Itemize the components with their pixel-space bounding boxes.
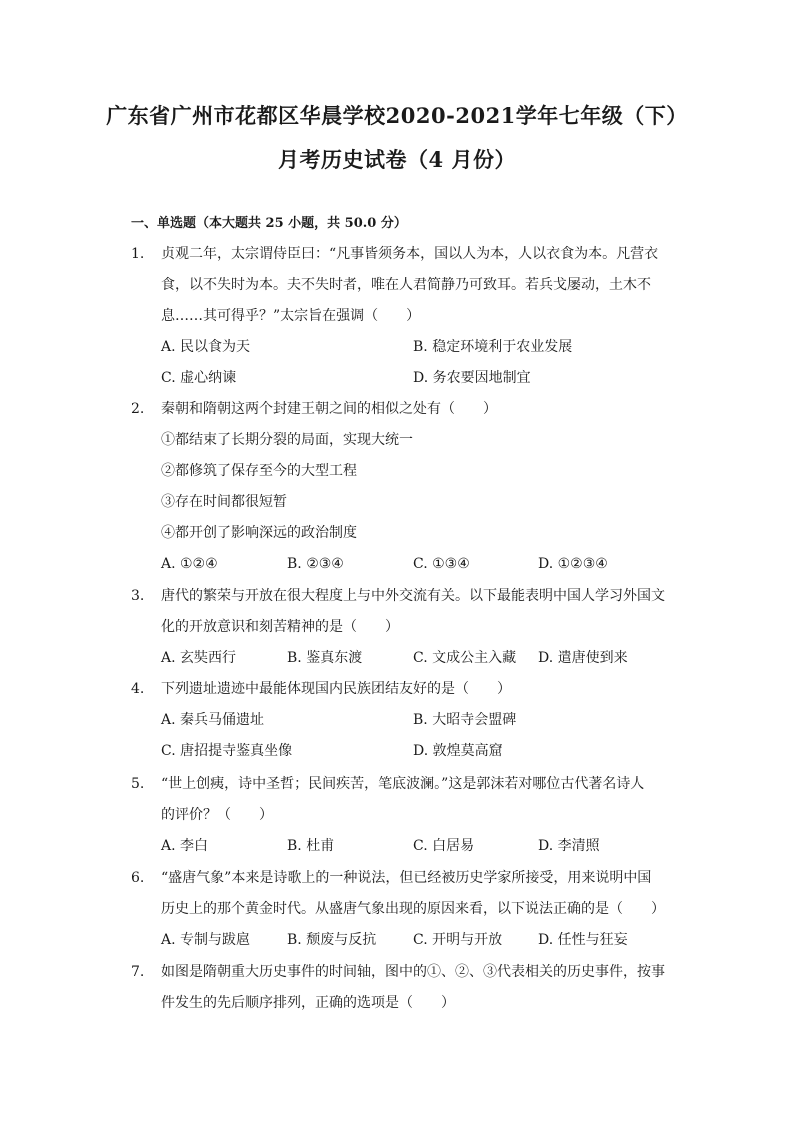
option-b: B. ②③④ xyxy=(287,556,344,572)
option-b: B. 大昭寺会盟碑 xyxy=(413,712,517,728)
question-text-line: 化的开放意识和刻苦精神的是（ ） xyxy=(161,619,399,635)
option-a: A. 秦兵马俑遗址 xyxy=(161,712,265,728)
option-c: C. 虚心纳谏 xyxy=(161,370,237,386)
question-text-line: 贞观二年，太宗谓侍臣曰：“凡事皆须务本，国以人为本，人以衣食为本。凡营衣 xyxy=(161,246,659,262)
option-d: D. 任性与狂妄 xyxy=(538,932,628,948)
question-text-line: 唐代的繁荣与开放在很大程度上与中外交流有关。以下最能表明中国人学习外国文 xyxy=(161,588,665,604)
question-text-line: 秦朝和隋朝这两个封建王朝之间的相似之处有（ ） xyxy=(161,401,497,417)
statement-1: ①都结束了长期分裂的局面，实现大统一 xyxy=(161,432,413,448)
question-number: 1. xyxy=(131,246,145,262)
section-heading: 一、单选题（本大题共 25 小题，共 50.0 分） xyxy=(131,216,407,231)
question-text-line: “盛唐气象”本来是诗歌上的一种说法，但已经被历史学家所接受，用来说明中国 xyxy=(161,870,652,886)
option-b: B. 稳定环境利于农业发展 xyxy=(413,339,573,355)
question-text-line: 件发生的先后顺序排列，正确的选项是（ ） xyxy=(161,995,455,1011)
question-text-line: 历史上的那个黄金时代。从盛唐气象出现的原因来看，以下说法正确的是（ ） xyxy=(161,901,665,917)
question-text-line: “世上创痍，诗中圣哲；民间疾苦，笔底波澜。”这是郭沫若对哪位古代著名诗人 xyxy=(161,776,645,792)
question-text-line: 的评价？（ ） xyxy=(161,807,273,823)
option-d: D. 李清照 xyxy=(538,838,600,854)
question-text-line: 下列遗址遗迹中最能体现国内民族团结友好的是（ ） xyxy=(161,681,511,697)
question-text-line: 息……其可得乎？”太宗旨在强调（ ） xyxy=(161,308,421,324)
question-number: 7. xyxy=(131,964,145,980)
statement-2: ②都修筑了保存至今的大型工程 xyxy=(161,463,357,479)
statement-3: ③存在时间都很短暂 xyxy=(161,494,287,510)
document-title-line-2: 月考历史试卷（4 月份） xyxy=(278,147,516,172)
question-text-line: 食，以不失时为本。夫不失时者，唯在人君简静乃可致耳。若兵戈屡动，土木不 xyxy=(161,277,651,293)
document-title-line-1: 广东省广州市花都区华晨学校2020-2021学年七年级（下） xyxy=(106,103,688,128)
option-c: C. 白居易 xyxy=(413,838,475,854)
option-d: D. 务农要因地制宜 xyxy=(413,370,531,386)
option-d: D. 敦煌莫高窟 xyxy=(413,743,503,759)
option-d: D. ①②③④ xyxy=(538,556,608,572)
question-number: 3. xyxy=(131,588,145,604)
option-d: D. 遣唐使到来 xyxy=(538,650,628,666)
option-a: A. 专制与跋扈 xyxy=(161,932,251,948)
option-c: C. 文成公主入藏 xyxy=(413,650,517,666)
option-c: C. 开明与开放 xyxy=(413,932,503,948)
option-a: A. 李白 xyxy=(161,838,209,854)
option-a: A. 玄奘西行 xyxy=(161,650,237,666)
option-a: A. ①②④ xyxy=(161,556,218,572)
option-b: B. 颓废与反抗 xyxy=(287,932,377,948)
question-text-line: 如图是隋朝重大历史事件的时间轴，图中的①、②、③代表相关的历史事件，按事 xyxy=(161,964,665,980)
option-a: A. 民以食为天 xyxy=(161,339,251,355)
option-c: C. 唐招提寺鉴真坐像 xyxy=(161,743,293,759)
statement-4: ④都开创了影响深远的政治制度 xyxy=(161,525,357,541)
option-c: C. ①③④ xyxy=(413,556,470,572)
question-number: 6. xyxy=(131,870,145,886)
question-number: 5. xyxy=(131,776,145,792)
question-number: 2. xyxy=(131,401,145,417)
option-b: B. 杜甫 xyxy=(287,838,335,854)
question-number: 4. xyxy=(131,681,145,697)
option-b: B. 鉴真东渡 xyxy=(287,650,363,666)
